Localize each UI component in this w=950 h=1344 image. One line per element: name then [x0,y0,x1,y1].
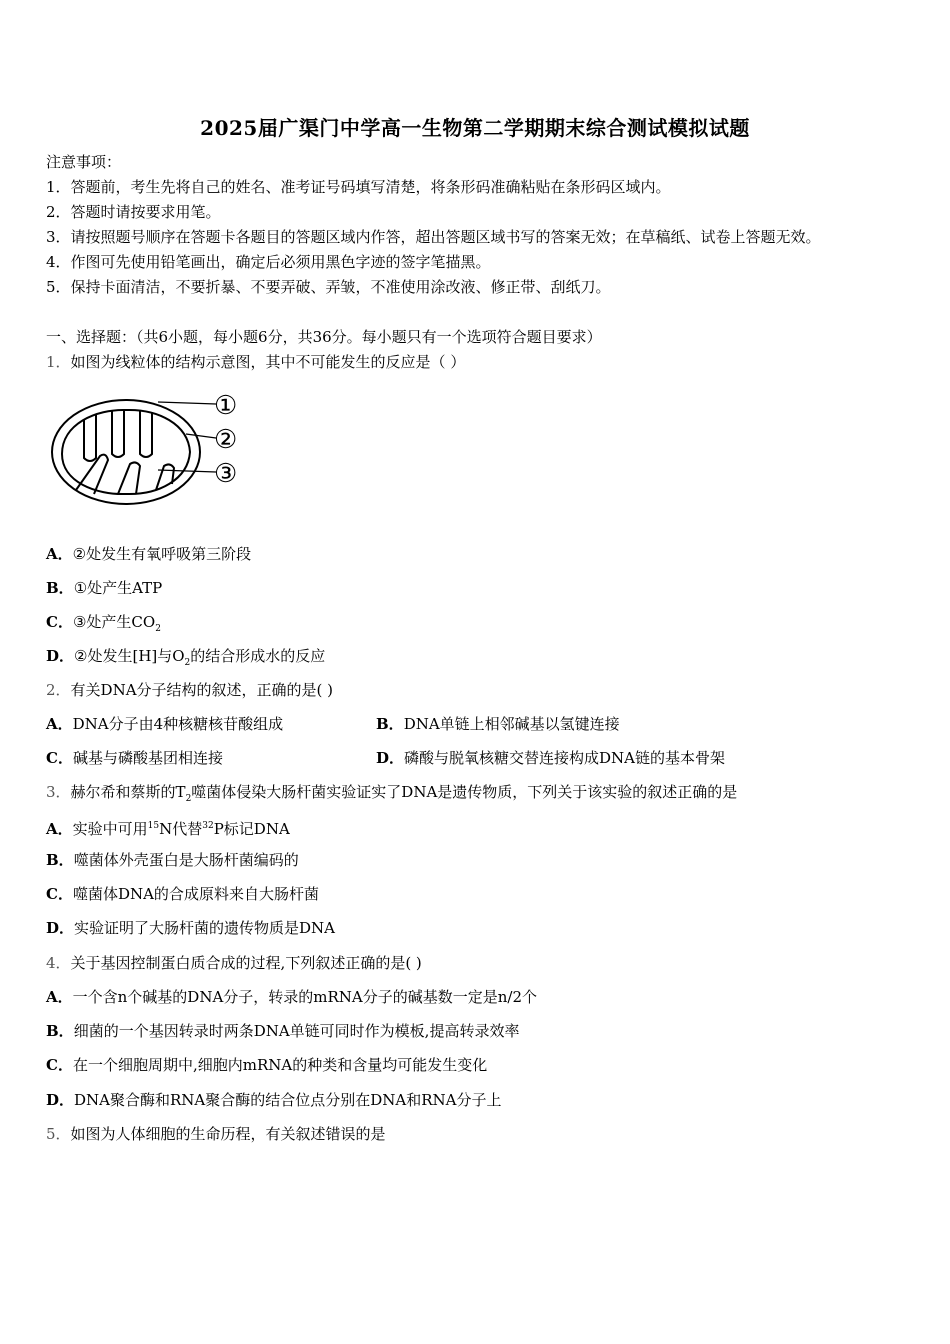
q3-option-b [46,850,299,870]
option-label: D． [46,1091,75,1109]
option-text: ②处发生[H]与O [74,647,185,665]
notice-item-5: 5．保持卡面清洁，不要折暴、不要弄破、弄皱，不准使用涂改液、修正带、刮纸刀。 [46,278,611,296]
question-number: 2． [46,681,71,699]
question-5 [46,1124,386,1144]
question-stem: 关于基因控制蛋白质合成的过程,下列叙述正确的是( ) [70,954,422,972]
option-text: 噬菌体DNA的合成原料来自大肠杆菌 [72,885,319,903]
mitochondrion-diagram [46,384,246,514]
option-text: ②处发生有氧呼吸第三阶段 [72,545,252,563]
option-text-end: 的结合形成水的反应 [190,647,326,665]
option-label: D． [46,919,75,937]
superscript: 32 [202,821,214,831]
option-text-mid: N代替 [159,820,203,838]
option-text: 噬菌体外壳蛋白是大肠杆菌编码的 [73,851,299,869]
q1-option-c [46,612,161,639]
q4-option-c [46,1055,487,1075]
label-2: ② [214,425,238,455]
q1-option-d [46,646,325,673]
subscript: 2 [185,794,192,804]
option-label: A． [46,988,73,1006]
option-text: 碱基与磷酸基团相连接 [72,749,223,767]
option-label: A． [46,715,73,733]
question-stem: 有关DNA分子结构的叙述，正确的是( ) [70,681,334,699]
outer-membrane [52,400,200,504]
subscript: 2 [155,624,161,634]
option-text-end: P标记DNA [213,820,290,838]
option-label: B． [46,1022,74,1040]
option-text: ③处产生CO [72,613,156,631]
notice-item-1: 1．答题前，考生先将自己的姓名、准考证号码填写清楚，将条形码准确粘贴在条形码区域内。 [46,178,671,196]
question-4 [46,953,422,973]
option-label: C． [46,1056,73,1074]
option-label: D． [46,647,75,665]
leader-line-2 [186,434,216,438]
option-text: 实验中可用 [72,820,148,838]
option-label: B． [46,851,74,869]
subscript: 2 [184,658,191,668]
option-text: DNA分子由4种核糖核苷酸组成 [72,715,284,733]
question-2 [46,680,333,700]
label-1: ① [214,391,238,421]
notice-heading: 注意事项： [46,153,122,171]
option-text: ①处产生ATP [73,579,163,597]
question-stem-end: 噬菌体侵染大肠杆菌实验证实了DNA是遗传物质，下列关于该实验的叙述正确的是 [191,783,738,801]
crista-1 [84,414,96,461]
question-stem: 如图为人体细胞的生命历程，有关叙述错误的是 [70,1125,386,1143]
option-label: A． [46,545,73,563]
option-label: C． [46,885,73,903]
notice-item-4: 4．作图可先使用铅笔画出，确定后必须用黑色字迹的签字笔描黑。 [46,253,491,271]
question-1 [46,352,465,372]
question-number: 1． [46,353,71,371]
option-label: B． [376,715,404,733]
section-heading: 一、选择题：（共6小题，每小题6分，共36分。每小题只有一个选项符合题目要求） [46,328,602,346]
crista-2 [112,410,124,457]
option-label: B． [46,579,74,597]
option-text: 细菌的一个基因转录时两条DNA单链可同时作为模板,提高转录效率 [73,1022,520,1040]
question-number: 5． [46,1125,71,1143]
leader-line-1 [158,402,216,404]
option-text: 实验证明了大肠杆菌的遗传物质是DNA [74,919,336,937]
question-stem: 如图为线粒体的结构示意图，其中不可能发生的反应是（ ） [70,353,466,371]
leader-line-3 [158,470,216,472]
q3-option-c [46,884,319,904]
q2-option-c [46,748,223,768]
question-stem: 赫尔希和蔡斯的T [70,783,186,801]
q1-option-b [46,578,162,598]
crista-3 [140,410,152,457]
q2-option-b [376,714,620,734]
q3-option-d [46,918,335,938]
option-text: DNA单链上相邻碱基以氢键连接 [403,715,620,733]
option-label: A． [46,820,73,838]
question-number: 3． [46,783,71,801]
superscript: 15 [147,821,160,831]
q2-option-d [376,748,725,768]
option-label: C． [46,749,73,767]
q1-option-a [46,544,251,564]
question-3 [46,782,737,809]
option-label: C． [46,613,73,631]
question-number: 4． [46,954,71,972]
notice-item-2: 2．答题时请按要求用笔。 [46,203,221,221]
option-text: 一个含n个碱基的DNA分子，转录的mRNA分子的碱基数一定是n/2个 [72,988,538,1006]
option-text: DNA聚合酶和RNA聚合酶的结合位点分别在DNA和RNA分子上 [74,1091,502,1109]
q4-option-d [46,1090,502,1110]
crista-5 [118,462,140,494]
q2-option-a [46,714,283,734]
option-text: 磷酸与脱氧核糖交替连接构成DNA链的基本骨架 [404,749,726,767]
option-label: D． [376,749,405,767]
option-text: 在一个细胞周期中,细胞内mRNA的种类和含量均可能发生变化 [72,1056,488,1074]
notice-item-3: 3．请按照题号顺序在答题卡各题目的答题区域内作答，超出答题区域书写的答案无效；在草稿纸、试卷上答题无效。 [46,228,821,246]
page-title: 2025届广渠门中学高一生物第二学期期末综合测试模拟试题 [200,116,750,140]
q3-option-a [46,816,290,839]
q4-option-a [46,987,537,1007]
q4-option-b [46,1021,519,1041]
label-3: ③ [214,459,238,489]
